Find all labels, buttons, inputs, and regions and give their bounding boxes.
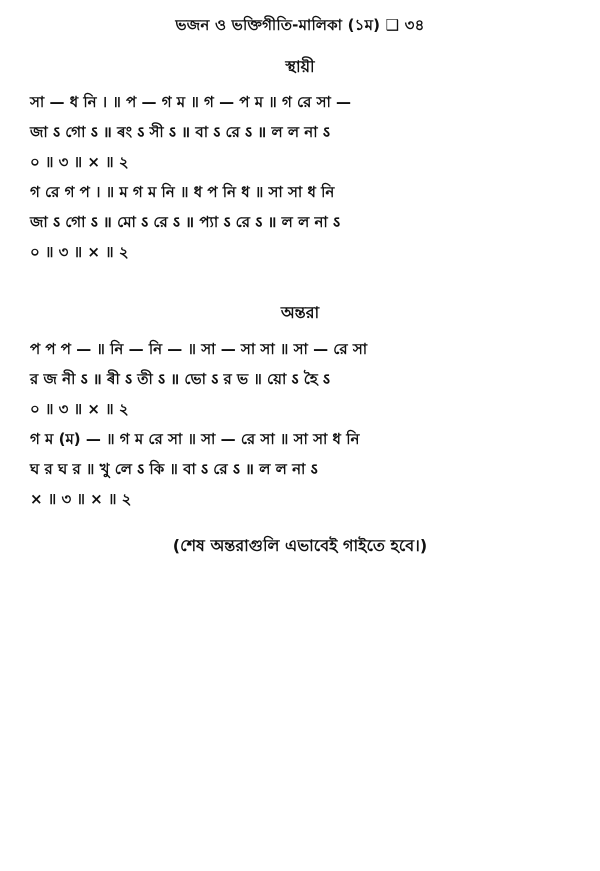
antara-notation (30, 335, 575, 515)
notation-line: প প প — ॥ নি — নি — ॥ সা — সা সা ॥ সা — রে সা (30, 339, 368, 358)
notation-line: সা — ধ নি । ॥ প — গ ম ॥ গ — প ম ॥ গ রে সা — (30, 92, 352, 111)
section-title-antara: অন্তরা (280, 303, 320, 322)
section-title-sthayi: স্থায়ী (285, 57, 315, 76)
notation-line: ০ ॥ ৩ ॥ × ॥ ২ (30, 242, 129, 261)
notation-line: গ রে গ প । ॥ ম গ ম নি ॥ ধ প নি ধ ॥ সা সা ধ নি (30, 182, 335, 201)
notation-line: × ॥ ৩ ॥ × ॥ ২ (30, 489, 132, 508)
notation-line: ০ ॥ ৩ ॥ × ॥ ২ (30, 399, 129, 418)
notation-line: ঘ র ঘ র ॥ খু লে ऽ কি ॥ বা ऽ রে ऽ ॥ ল ল না ऽ (30, 459, 318, 478)
notation-line: ০ ॥ ৩ ॥ × ॥ ২ (30, 152, 129, 171)
sthayi-notation (30, 88, 575, 268)
notation-line: জা ऽ গো ऽ ॥ ৰং ऽ সী ऽ ॥ বা ऽ রে ऽ ॥ ল ল না ऽ (30, 122, 330, 141)
page-header: ভজন ও ভক্তিগীতি-মালিকা (১ম) ❑ ৩৪ (175, 16, 425, 34)
notation-line: গ ম (ম) — ॥ গ ম রে সা ॥ সা — রে সা ॥ সা সা ধ নি (30, 429, 360, 448)
footer-note: (শেষ অন্তরাগুলি এভাবেই গাইতে হবে।) (172, 536, 428, 555)
notation-line: জা ऽ গো ऽ ॥ মো ऽ রে ऽ ॥ প্যা ऽ রে ऽ ॥ ল ল না ऽ (30, 212, 341, 231)
notation-line: র জ নী ऽ ॥ ৰী ऽ তী ऽ ॥ ভো ऽ র ভ ॥ য়ো ऽ হৈ ऽ (30, 369, 330, 388)
